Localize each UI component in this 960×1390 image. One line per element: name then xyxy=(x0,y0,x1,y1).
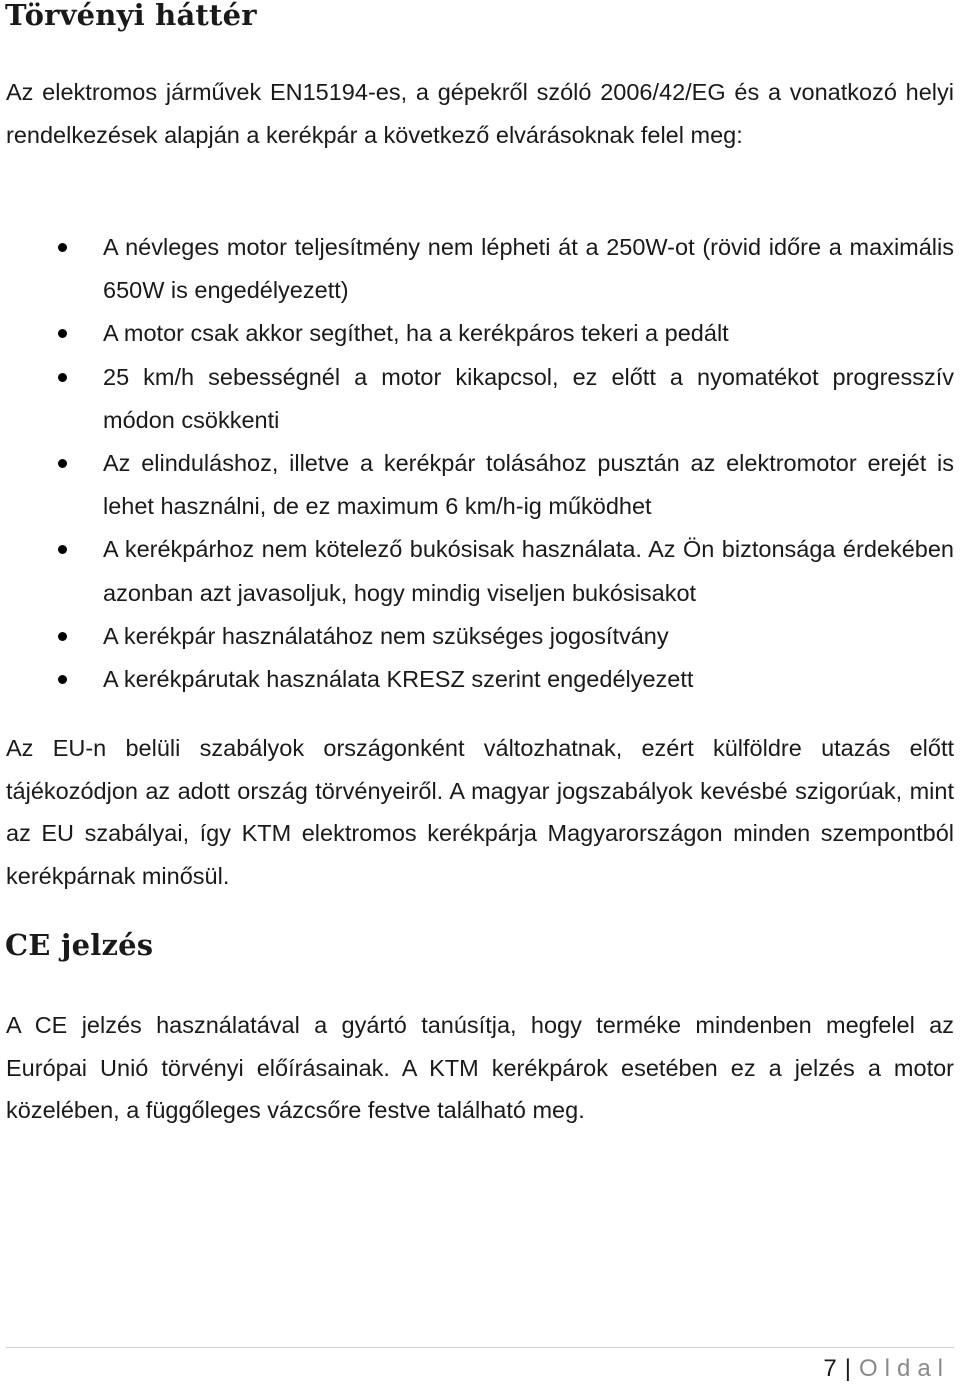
ce-marking-paragraph: A CE jelzés használatával a gyártó tanúsítja, hogy terméke mindenben megfelel az Európai Unió törvényi előírásainak. A KTM kerékpárok esetében ez a jelzés a motor közelében, a függőleges vázcsőre festve található meg. xyxy=(6,1012,954,1124)
list-item-text: A kerékpár használatához nem szükséges jogosítvány xyxy=(103,622,669,649)
page-label: Oldal xyxy=(858,1355,950,1382)
list-item xyxy=(0,615,954,658)
eu-rules-paragraph: Az EU-n belüli szabályok országonként változhatnak, ezért külföldre utazás előtt tájékozódjon az adott ország törvényeiről. A magyar jogszabályok kevésbé szigorúak, mint az EU szabályai, így KTM elektromos kerékpárja Magyarországon minden szempontból kerékpárnak minősül. xyxy=(6,735,954,889)
bullet-icon xyxy=(58,545,67,554)
list-item-text: A kerékpárhoz nem kötelező bukósisak használata. Az Ön biztonsága érdekében azonban azt javasoljuk, hogy mindig viseljen bukósisakot xyxy=(103,536,954,606)
section-title-legal-background: Törvényi háttér xyxy=(5,0,257,32)
list-item-text: A kerékpárutak használata KRESZ szerint engedélyezett xyxy=(103,666,694,693)
list-item xyxy=(0,528,954,614)
list-item-text: A motor csak akkor segíthet, ha a kerékpáros tekeri a pedált xyxy=(103,320,729,347)
list-item xyxy=(0,658,954,701)
list-item xyxy=(0,312,954,355)
bullet-icon xyxy=(58,632,67,641)
list-item-text: 25 km/h sebességnél a motor kikapcsol, ez előtt a nyomatékot progresszív módon csökkenti xyxy=(103,363,954,433)
page-footer xyxy=(823,1351,950,1387)
footer-separator: | xyxy=(844,1355,851,1382)
section-title-ce-marking: CE jelzés xyxy=(5,928,154,962)
list-item xyxy=(0,442,954,528)
page-number: 7 xyxy=(823,1355,837,1382)
list-item-text: Az elinduláshoz, illetve a kerékpár tolásához pusztán az elektromotor erejét is lehet használni, de ez maximum 6 km/h-ig működhet xyxy=(103,450,954,520)
footer-divider xyxy=(6,1347,954,1348)
requirements-list xyxy=(0,226,954,701)
bullet-icon xyxy=(58,329,67,338)
list-item xyxy=(0,356,954,442)
bullet-icon xyxy=(58,459,67,468)
bullet-icon xyxy=(58,243,67,252)
intro-paragraph: Az elektromos járművek EN15194-es, a gépekről szóló 2006/42/EG és a vonatkozó helyi rendelkezések alapján a kerékpár a következő elvárásoknak felel meg: xyxy=(6,79,954,148)
bullet-icon xyxy=(58,675,67,684)
list-item xyxy=(0,226,954,312)
list-item-text: A névleges motor teljesítmény nem lépheti át a 250W-ot (rövid időre a maximális 650W is engedélyezett) xyxy=(103,234,954,304)
bullet-icon xyxy=(58,373,67,382)
